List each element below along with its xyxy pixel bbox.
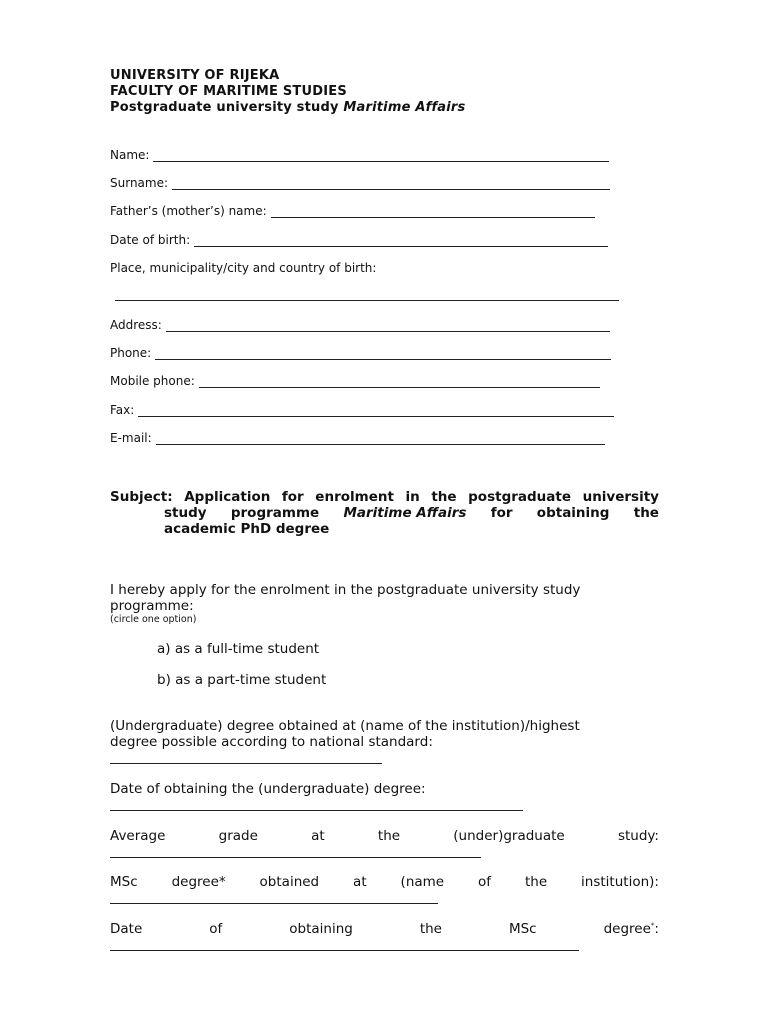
faculty-name: FACULTY OF MARITIME STUDIES bbox=[110, 84, 347, 99]
average-word: (under)graduate bbox=[453, 828, 565, 844]
subject-block bbox=[110, 489, 659, 537]
footnote-mark: * bbox=[650, 921, 655, 930]
place-of-birth-label: Place, municipality/city and country of birth: bbox=[110, 261, 377, 275]
subject-label: Subject: bbox=[110, 489, 173, 505]
phone-label: Phone: bbox=[110, 346, 152, 360]
msc-word: degree* bbox=[171, 874, 226, 890]
msc-word: obtained bbox=[259, 874, 320, 890]
address-line[interactable] bbox=[166, 319, 610, 332]
subject-word: study bbox=[164, 505, 207, 521]
msc-institution-line[interactable] bbox=[110, 903, 438, 904]
university-name: UNIVERSITY OF RIJEKA bbox=[110, 68, 280, 83]
subject-word: postgraduate bbox=[468, 489, 571, 505]
msc-institution-label bbox=[110, 874, 659, 890]
average-grade-label bbox=[110, 828, 659, 844]
msc-date-word: the bbox=[419, 921, 442, 937]
circle-one-note: (circle one option) bbox=[110, 614, 197, 625]
fax-line[interactable] bbox=[138, 404, 614, 417]
degree-institution-line[interactable] bbox=[110, 763, 382, 764]
address-field[interactable] bbox=[110, 316, 610, 332]
surname-line[interactable] bbox=[172, 177, 610, 190]
subject-word: in bbox=[405, 489, 420, 505]
phone-line[interactable] bbox=[155, 347, 611, 360]
average-word: study: bbox=[617, 828, 659, 844]
average-word: Average bbox=[110, 828, 166, 844]
subject-word: enrolment bbox=[315, 489, 394, 505]
surname-label: Surname: bbox=[110, 176, 169, 190]
msc-date-line[interactable] bbox=[110, 950, 579, 951]
mobile-phone-field[interactable] bbox=[110, 372, 600, 388]
date-undergrad-label: Date of obtaining the (undergraduate) degree: bbox=[110, 781, 426, 797]
study-title-prefix: Postgraduate university study bbox=[110, 100, 344, 115]
surname-field[interactable] bbox=[110, 174, 610, 190]
msc-date-colon: : bbox=[654, 921, 659, 937]
mobile-phone-label: Mobile phone: bbox=[110, 374, 195, 388]
msc-word: (name bbox=[400, 874, 445, 890]
degree-line-1: (Undergraduate) degree obtained at (name of the institution)/highest bbox=[110, 718, 580, 734]
date-undergrad-line[interactable] bbox=[110, 810, 523, 811]
msc-date-label bbox=[110, 921, 659, 937]
fax-label: Fax: bbox=[110, 403, 135, 417]
fax-field[interactable] bbox=[110, 401, 614, 417]
place-of-birth-line[interactable] bbox=[115, 300, 619, 301]
msc-word: of bbox=[478, 874, 492, 890]
msc-date-word: MSc bbox=[508, 921, 537, 937]
subject-program-name: Maritime Affairs bbox=[343, 505, 467, 521]
dob-label: Date of birth: bbox=[110, 233, 191, 247]
application-line-2: programme: bbox=[110, 598, 194, 614]
msc-word: the bbox=[524, 874, 548, 890]
average-grade-line[interactable] bbox=[110, 857, 481, 858]
msc-date-word: of bbox=[209, 921, 223, 937]
subject-word: university bbox=[582, 489, 659, 505]
dob-field[interactable] bbox=[110, 231, 608, 247]
msc-date-word: Date bbox=[110, 921, 143, 937]
name-label: Name: bbox=[110, 148, 150, 162]
email-label: E-mail: bbox=[110, 431, 152, 445]
phone-field[interactable] bbox=[110, 344, 611, 360]
subject-word: for bbox=[490, 505, 513, 521]
msc-date-word: obtaining bbox=[289, 921, 353, 937]
study-title-italic: Maritime Affairs bbox=[343, 100, 466, 115]
subject-row-3: academic PhD degree bbox=[164, 521, 330, 537]
degree-line-2: degree possible according to national standard: bbox=[110, 734, 433, 750]
father-name-line[interactable] bbox=[271, 205, 595, 218]
msc-word: MSc bbox=[110, 874, 138, 890]
mobile-phone-line[interactable] bbox=[199, 375, 600, 388]
average-word: grade bbox=[218, 828, 258, 844]
father-name-label: Father’s (mother’s) name: bbox=[110, 204, 267, 218]
msc-date-word bbox=[604, 921, 659, 937]
subject-row-1 bbox=[110, 489, 659, 505]
subject-word: programme bbox=[230, 505, 320, 521]
option-part-time[interactable]: b) as a part-time student bbox=[157, 672, 327, 688]
average-word: the bbox=[377, 828, 401, 844]
email-field[interactable] bbox=[110, 429, 605, 445]
application-line-1: I hereby apply for the enrolment in the postgraduate university study bbox=[110, 582, 581, 598]
msc-date-word-degree: degree bbox=[603, 921, 651, 937]
address-label: Address: bbox=[110, 318, 162, 332]
subject-word: Application bbox=[184, 489, 271, 505]
option-full-time[interactable]: a) as a full-time student bbox=[157, 641, 320, 657]
name-line[interactable] bbox=[153, 149, 609, 162]
subject-row-2 bbox=[164, 505, 659, 521]
father-name-field[interactable] bbox=[110, 202, 595, 218]
average-word: at bbox=[311, 828, 325, 844]
subject-word: the bbox=[633, 505, 659, 521]
subject-word: obtaining bbox=[536, 505, 610, 521]
subject-word: for bbox=[281, 489, 304, 505]
subject-word: the bbox=[431, 489, 457, 505]
msc-word: at bbox=[353, 874, 367, 890]
msc-word: institution): bbox=[581, 874, 659, 890]
name-field[interactable] bbox=[110, 146, 609, 162]
dob-line[interactable] bbox=[194, 234, 608, 247]
study-title bbox=[110, 100, 465, 115]
email-line[interactable] bbox=[156, 432, 605, 445]
